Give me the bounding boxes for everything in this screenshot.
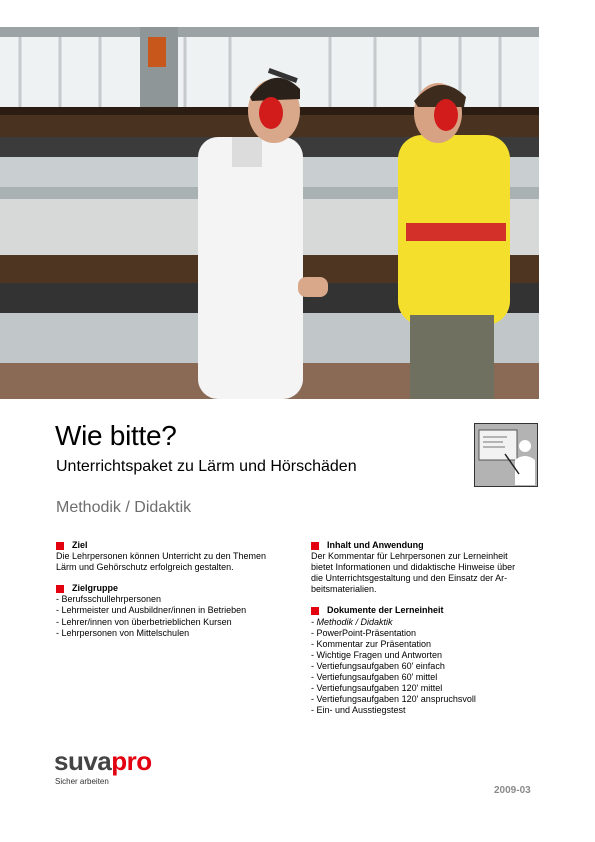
red-square-icon xyxy=(311,607,319,615)
zielgruppe-heading: Zielgruppe xyxy=(72,583,119,594)
ziel-section xyxy=(56,540,296,573)
right-column xyxy=(311,540,543,726)
dokumente-list xyxy=(311,617,543,717)
list-item-current-document: - Methodik / Didaktik xyxy=(311,616,393,627)
list-item: - Lehrer/innen von überbetrieblichen Kursen xyxy=(56,616,232,627)
list-item: - Vertiefungsaufgaben 60' mittel xyxy=(311,672,438,683)
ziel-heading: Ziel xyxy=(72,540,88,550)
teacher-board-icon xyxy=(474,423,538,487)
ziel-line: Die Lehrpersonen können Unterricht zu den Themen xyxy=(56,551,266,562)
section-heading: Methodik / Didaktik xyxy=(56,499,192,516)
red-square-icon xyxy=(56,542,64,550)
red-square-icon xyxy=(311,542,319,550)
inhalt-line: Der Kommentar für Lehrpersonen zur Lerneinheit xyxy=(311,551,508,562)
list-item: - PowerPoint-Präsentation xyxy=(311,627,417,638)
list-item: - Vertiefungsaufgaben 120' mittel xyxy=(311,683,443,694)
logo-suva: suva xyxy=(54,746,112,776)
list-item: - Lehrmeister und Ausbildner/innen in Betrieben xyxy=(56,605,247,616)
ziel-line: Lärm und Gehörschutz erfolgreich gestalten. xyxy=(56,562,234,573)
list-item: - Vertiefungsaufgaben 120' anspruchsvoll xyxy=(311,694,476,705)
publication-date: 2009-03 xyxy=(494,785,531,796)
suvapro-logo xyxy=(54,748,152,774)
page-subtitle: Unterrichtspaket zu Lärm und Hörschäden xyxy=(56,458,357,475)
inhalt-line: die Unterrichtsgestaltung und den Einsatz der Ar- xyxy=(311,573,508,584)
inhalt-line: bietet Informationen und didaktische Hinweise über xyxy=(311,562,516,573)
zielgruppe-list xyxy=(56,594,296,638)
cover-photo xyxy=(0,27,539,399)
list-item: - Kommentar zur Präsentation xyxy=(311,638,432,649)
list-item: - Wichtige Fragen und Antworten xyxy=(311,649,443,660)
dokumente-heading: Dokumente der Lerneinheit xyxy=(327,605,444,616)
list-item: - Berufsschullehrpersonen xyxy=(56,594,162,605)
list-item: - Vertiefungsaufgaben 60' einfach xyxy=(311,660,445,671)
list-item: - Lehrpersonen von Mittelschulen xyxy=(56,627,190,638)
left-column xyxy=(56,540,296,649)
dokumente-section xyxy=(311,605,543,716)
red-square-icon xyxy=(56,585,64,593)
logo-tagline: Sicher arbeiten xyxy=(55,777,109,786)
inhalt-heading: Inhalt und Anwendung xyxy=(327,540,424,550)
logo-pro: pro xyxy=(111,746,152,776)
inhalt-section xyxy=(311,540,543,595)
inhalt-line: beitsmaterialien. xyxy=(311,584,377,595)
zielgruppe-section xyxy=(56,583,296,638)
list-item: - Ein- und Ausstiegstest xyxy=(311,705,406,716)
page-title: Wie bitte? xyxy=(55,420,177,451)
